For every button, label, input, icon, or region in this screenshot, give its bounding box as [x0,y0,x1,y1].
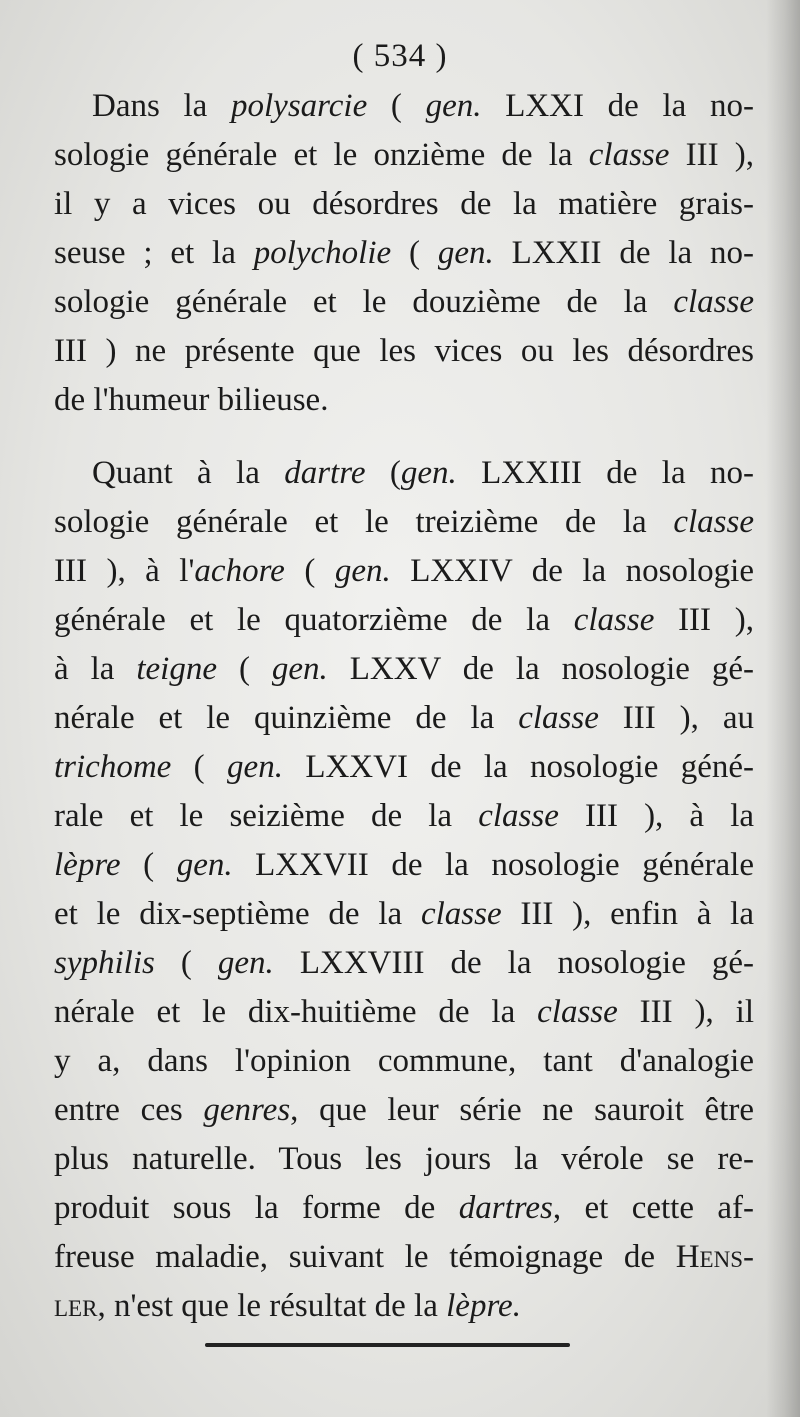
text-segment: LXXVI de la nosologie géné- [282,749,754,785]
text-segment: Quant à la [92,455,285,491]
text-segment: à la [54,651,137,687]
text-segment: entre ces [54,1092,204,1128]
text-segment: LXXIII de la no- [456,455,754,491]
text-line [54,743,754,792]
text-segment: ( [171,749,228,785]
text-segment: freuse maladie, suivant le témoignage de [54,1239,676,1275]
italic-text: gen. [217,945,274,981]
text-line [54,547,754,596]
italic-text: gen. [425,88,482,124]
text-line [54,890,754,939]
text-segment: LXXV de la nosologie gé- [327,651,755,687]
italic-text: classe [478,798,559,834]
italic-text: classe [673,504,754,540]
text-segment: III ), à l' [54,553,195,589]
text-segment: ( [120,847,177,883]
italic-text: dartre [284,455,366,491]
text-segment: III ), à la [558,798,755,834]
italic-text: gen. [400,455,457,491]
text-line [54,180,754,229]
italic-text: classe [537,994,618,1030]
text-line [54,229,754,278]
text-line [54,1184,754,1233]
italic-text: polycholie [253,235,392,271]
italic-text: classe [573,602,655,638]
text-line [54,498,754,547]
text-segment: plus naturelle. Tous les jours la vérole se re- [54,1141,754,1177]
text-line [54,1135,754,1184]
paragraph [54,82,754,425]
text-segment: ( [391,235,438,271]
text-segment: ( [154,945,218,981]
text-segment: LXXIV de la nosologie [390,553,754,589]
text-segment: ( [217,651,272,687]
italic-text: dartres [458,1190,553,1226]
text-segment: LXXII de la no- [493,235,754,271]
text-segment: III ), [669,137,754,173]
text-line [54,131,754,180]
smallcaps-text: ler [54,1288,98,1324]
italic-text: classe [673,284,754,320]
italic-text: genres [203,1092,291,1128]
text-line [54,1037,754,1086]
italic-text: gen. [227,749,283,785]
text-segment: , que leur série ne sauroit être [290,1092,754,1128]
text-segment: de l'humeur bilieuse. [54,382,329,418]
text-line [54,376,754,425]
text-segment: ( [284,553,335,589]
text-line [54,82,754,131]
text-segment: LXXVII de la nosologie générale [232,847,754,883]
text-segment: nérale et le quinzième de la [54,700,519,736]
italic-text: classe [588,137,670,173]
text-segment: y a, dans l'opinion commune, tant d'analogie [54,1043,754,1079]
text-segment: III ), il [617,994,754,1030]
text-line [54,939,754,988]
text-segment: et le dix-septième de la [54,896,421,932]
italic-text: syphilis [54,945,155,981]
closing-rule [205,1343,570,1347]
page-edge-shadow [766,0,800,1417]
text-segment: ( [367,88,426,124]
italic-text: gen. [271,651,328,687]
text-line [54,1282,754,1331]
italic-text: gen. [334,553,391,589]
text-segment: sologie générale et le douzième de la [54,284,674,320]
text-segment: sologie générale et le treizième de la [54,504,674,540]
italic-text: teigne [136,651,217,687]
body-text [54,82,754,1331]
text-segment: , n'est que le résultat de la [97,1288,447,1324]
text-line [54,596,754,645]
text-line [54,841,754,890]
italic-text: polysarcie [231,88,368,124]
text-segment: rale et le seizième de la [54,798,479,834]
text-line [54,645,754,694]
italic-text: lèpre. [446,1288,521,1324]
text-line [54,327,754,376]
text-segment: il y a vices ou désordres de la matière grais- [54,186,754,222]
text-segment: , et cette af- [552,1190,754,1226]
text-segment: produit sous la forme de [54,1190,459,1226]
italic-text: achore [194,553,285,589]
text-segment: seuse ; et la [54,235,254,271]
text-segment: III ) ne présente que les vices ou les désordres [54,333,754,369]
text-segment: III ), au [598,700,754,736]
text-segment: générale et le quatorzième de la [54,602,574,638]
paragraph [54,449,754,1331]
text-segment: nérale et le dix-huitième de la [54,994,538,1030]
text-segment: LXXI de la no- [481,88,754,124]
italic-text: lèpre [54,847,121,883]
italic-text: gen. [176,847,233,883]
italic-text: trichome [54,749,172,785]
text-segment: III ), enfin à la [501,896,754,932]
italic-text: classe [518,700,599,736]
text-segment: Dans la [92,88,231,124]
text-line [54,792,754,841]
italic-text: classe [420,896,502,932]
text-segment: III ), [654,602,754,638]
text-line [54,278,754,327]
italic-text: gen. [437,235,494,271]
page-number: ( 534 ) [352,38,448,74]
text-segment: LXXVIII de la nosologie gé- [273,945,755,981]
text-line [54,1233,754,1282]
text-line [54,694,754,743]
text-segment: sologie générale et le onzième de la [54,137,589,173]
text-line [54,1086,754,1135]
smallcaps-text: Hens- [675,1239,754,1275]
text-line [54,988,754,1037]
text-segment: ( [365,455,401,491]
text-line [54,449,754,498]
